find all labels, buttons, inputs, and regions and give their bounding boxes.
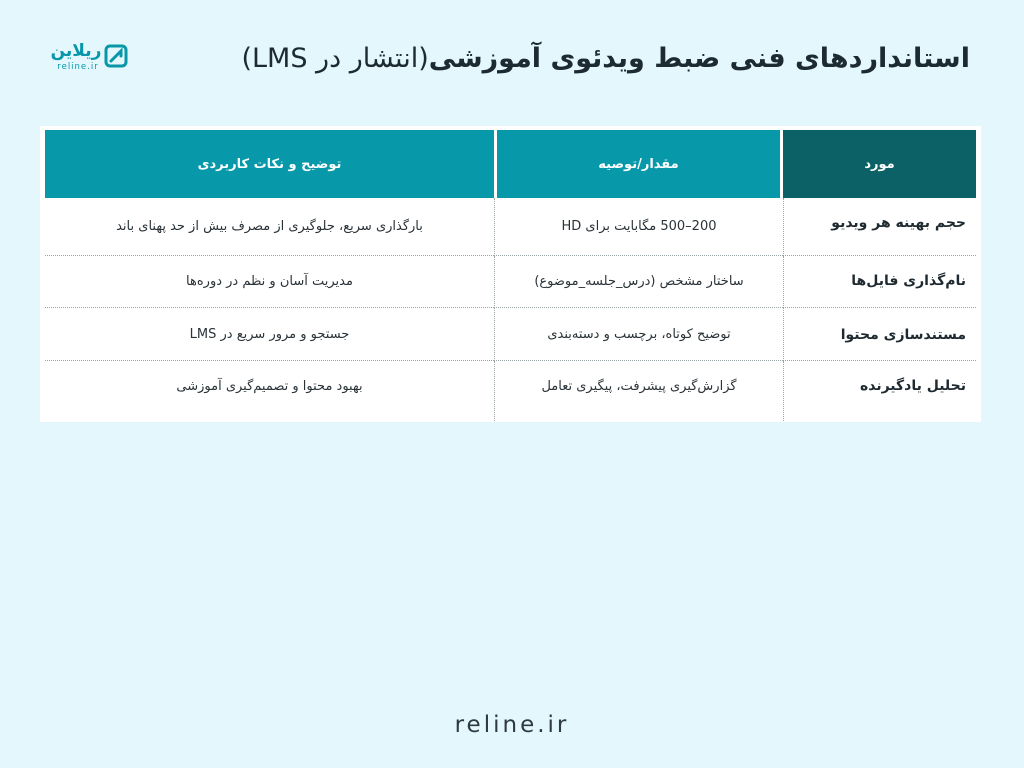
standards-table-card [40,126,981,422]
table-row [45,361,976,421]
row-item: نام‌گذاری فایل‌ها [783,256,976,308]
table-row [45,198,976,256]
header-value: مقدار/توصیه [494,130,783,198]
row-value: ساختار مشخص (درس_جلسه_موضوع) [494,256,783,308]
row-desc: بهبود محتوا و تصمیم‌گیری آموزشی [176,379,363,394]
row-item: تحلیل یادگیرنده [783,361,976,421]
table-header-row [45,130,976,198]
header-item: مورد [783,130,976,198]
row-item: حجم بهینه هر ویدیو [783,198,976,256]
header-desc: توضیح و نکات کاربردی [45,130,494,198]
logo-domain: reline.ir [57,62,99,72]
reline-logo-mark-icon [104,44,128,68]
page-title [241,38,970,80]
reline-logo[interactable] [50,40,134,80]
logo-wordmark: ریلاین [50,41,102,61]
row-desc: مدیریت آسان و نظم در دوره‌ها [45,256,494,308]
row-desc: بارگذاری سریع، جلوگیری از مصرف بیش از حد پهنای باند [45,198,494,256]
page-title-paren: (انتشار در LMS) [241,43,429,74]
row-value: توضیح کوتاه، برچسب و دسته‌بندی [494,308,783,361]
table-row [45,256,976,308]
table-row [45,308,976,361]
row-value: گزارش‌گیری پیشرفت، پیگیری تعامل [494,361,783,421]
row-item: مستندسازی محتوا [783,308,976,361]
row-value: 200–500 مگابایت برای HD [494,198,783,256]
footer-domain[interactable]: reline.ir [454,712,570,738]
page-title-main: استانداردهای فنی ضبط ویدئوی آموزشی [428,43,970,74]
row-desc: جستجو و مرور سریع در LMS [45,308,494,361]
standards-table [45,130,976,421]
